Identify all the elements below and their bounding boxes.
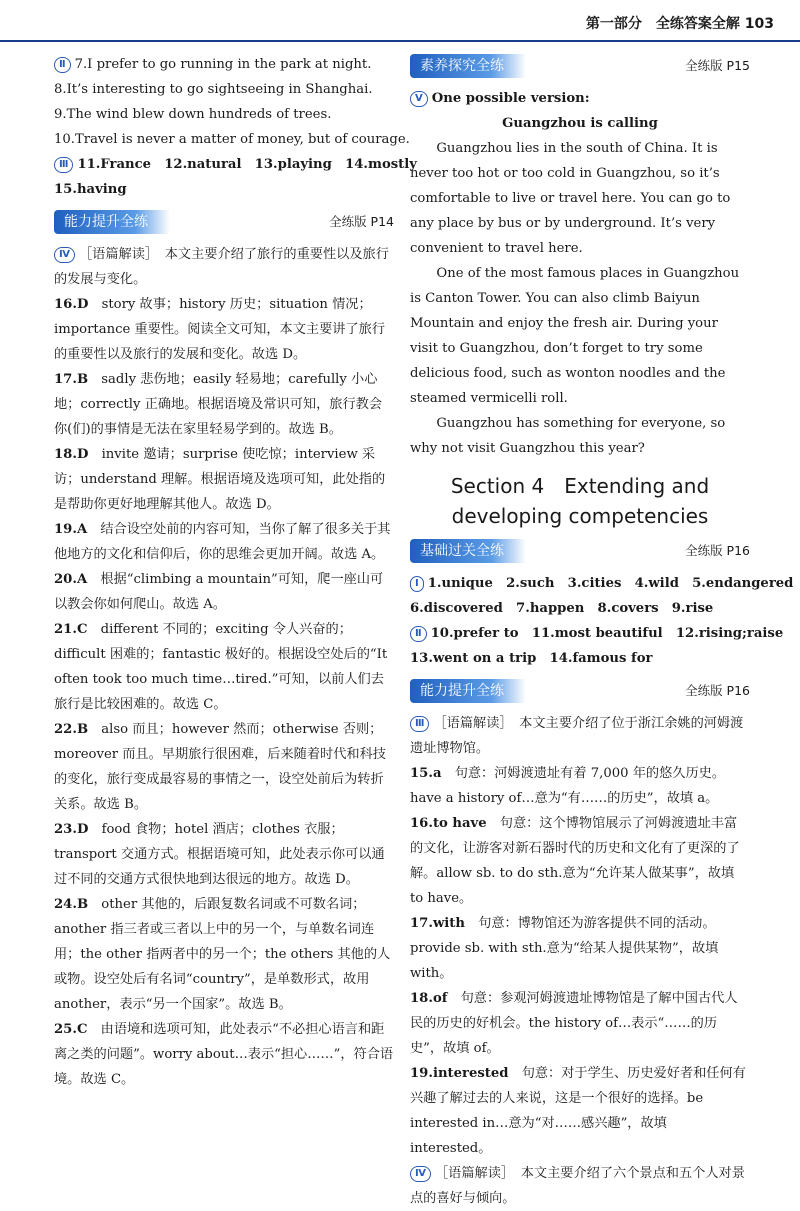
answer-line — [54, 127, 410, 152]
passage-intro — [54, 242, 394, 292]
answer-line — [410, 621, 784, 646]
item-number: 24.B — [54, 897, 89, 912]
explanation-item — [410, 811, 750, 911]
item-number: 19.interested — [410, 1066, 509, 1081]
item-text: 句意：博物馆还为游客提供不同的活动。provide sb. with sth.意为“给某人提供某物”，故填 with。 — [410, 916, 719, 981]
item-text: invite 邀请；surprise 使吃惊；interview 采访；understand 理解。根据语境及选项可知，此处指的是帮助你更好地理解其他人。故选 D。 — [54, 447, 386, 512]
section-header — [410, 677, 750, 705]
item-number: 23.D — [54, 822, 89, 837]
item-number: 19.A — [54, 522, 88, 537]
item-number: 17.with — [410, 916, 465, 931]
explanation-item — [410, 1061, 750, 1161]
item-text: food 食物；hotel 酒店；clothes 衣服；transport 交通方式。根据语境可知，此处表示你可以通过不同的交通方式很快地到达很远的地方。故选 D。 — [54, 822, 385, 887]
explanation-list — [54, 292, 394, 1092]
item-text: other 其他的，后跟复数名词或不可数名词；another 指三者或三者以上中的另一个，与单数名词连用；the other 指两者中的另一个；the others 其他的人或物。设空处后有名词“country”，是单数形式，故用 another，表示“另一个国家”。故选 B。 — [54, 897, 391, 1012]
answer-text: 10.prefer to 11.most beautiful 12.rising;raise — [430, 626, 784, 641]
intro-text: ［语篇解读］ 本文主要介绍了旅行的重要性以及旅行的发展与变化。 — [54, 247, 389, 287]
section-header — [410, 52, 750, 80]
answer-text: 8.It’s interesting to go sightseeing in Shanghai. — [54, 82, 373, 97]
version-text: One possible version: — [431, 91, 590, 106]
explanation-item — [54, 567, 394, 617]
passage-intro — [410, 711, 750, 761]
item-text: sadly 悲伤地；easily 轻易地；carefully 小心地；correctly 正确地。根据语境及常识可知，旅行教会你(们)的事情是无法在家里轻易学到的。故选 B。 — [54, 372, 383, 437]
roman-badge: Ⅳ — [54, 247, 75, 263]
roman-badge: Ⅱ — [54, 57, 71, 73]
section-ref: 全练版 P14 — [329, 214, 394, 229]
section-label: 能力提升全练 — [54, 210, 170, 234]
item-text: story 故事；history 历史；situation 情况；importance 重要性。阅读全文可知，本文主要讲了旅行的重要性以及旅行的发展和变化。故选 D。 — [54, 297, 386, 362]
explanation-item — [54, 517, 394, 567]
answer-text: 7.I prefer to go running in the park at night. — [74, 57, 372, 72]
roman-badge: Ⅴ — [410, 91, 428, 107]
page-header — [0, 0, 800, 42]
essay-paragraph: Guangzhou has something for everyone, so why not visit Guangzhou this year? — [410, 416, 726, 456]
intro-text: ［语篇解读］ 本文主要介绍了六个景点和五个人对景点的喜好与倾向。 — [410, 1166, 745, 1206]
item-number: 16.D — [54, 297, 89, 312]
item-number: 20.A — [54, 572, 88, 587]
item-number: 18.of — [410, 991, 448, 1006]
roman-badge: Ⅳ — [410, 1166, 431, 1182]
answer-line — [54, 152, 417, 177]
explanation-item — [410, 761, 750, 811]
item-text: 句意：这个博物馆展示了河姆渡遗址丰富的文化，让游客对新石器时代的历史和文化有了更深的了解。allow sb. to do sth.意为“允许某人做某事”，故填 to have。 — [410, 816, 740, 906]
item-number: 25.C — [54, 1022, 88, 1037]
section-label: 素养探究全练 — [410, 54, 526, 78]
item-text: 句意：对于学生、历史爱好者和任何有兴趣了解过去的人来说，这是一个很好的选择。be interested in…意为“对……感兴趣”，故填 interested。 — [410, 1066, 746, 1156]
item-text: 句意：河姆渡遗址有着 7,000 年的悠久历史。have a history of…意为“有……的历史”，故填 a。 — [410, 766, 726, 806]
roman-badge: Ⅲ — [54, 157, 73, 173]
answer-line — [54, 77, 394, 102]
answer-line — [54, 52, 394, 77]
roman-badge: Ⅲ — [410, 716, 429, 732]
item-text: 由语境和选项可知，此处表示“不必担心语言和距离之类的问题”。worry about…表示“担心……”，符合语境。故选 C。 — [54, 1022, 394, 1087]
section-title — [410, 471, 750, 531]
section-header — [54, 208, 394, 236]
roman-badge: Ⅱ — [410, 626, 427, 642]
explanation-item — [410, 986, 750, 1061]
item-number: 22.B — [54, 722, 89, 737]
explanation-item — [410, 911, 750, 986]
left-column — [54, 52, 417, 1092]
explanation-item — [54, 1017, 394, 1092]
right-column — [410, 52, 794, 1211]
answer-text: 9.The wind blew down hundreds of trees. — [54, 107, 332, 122]
version-line — [410, 86, 750, 111]
item-text: 根据“climbing a mountain”可知，爬一座山可以教会你如何爬山。故选 A。 — [54, 572, 384, 612]
section-label: 能力提升全练 — [410, 679, 526, 703]
passage-intro — [410, 1161, 750, 1211]
answer-line — [410, 571, 794, 596]
item-number: 18.D — [54, 447, 89, 462]
item-number: 17.B — [54, 372, 89, 387]
item-text: also 而且；however 然而；otherwise 否则；moreover 而且。早期旅行很困难，后来随着时代和科技的变化，旅行变成最容易的事情之一，设空处前后为转折关系。故选 B。 — [54, 722, 386, 812]
explanation-item — [54, 892, 394, 1017]
essay-paragraph: One of the most famous places in Guangzhou is Canton Tower. You can also climb Baiyun Mountain and enjoy the fresh air. During your visit to Guangzhou, don’t forget to try some delicious food, such as wonton noodles and the steamed vermicelli roll. — [410, 266, 740, 406]
header-title: 第一部分 全练答案全解 103 — [585, 16, 774, 32]
answer-text: 15.having — [54, 182, 127, 197]
item-number: 16.to have — [410, 816, 487, 831]
answer-line — [54, 177, 394, 202]
section-header — [410, 537, 750, 565]
roman-badge: Ⅰ — [410, 576, 424, 592]
item-number: 21.C — [54, 622, 88, 637]
explanation-item — [54, 617, 394, 717]
section-ref: 全练版 P16 — [685, 683, 750, 698]
answer-text: 6.discovered 7.happen 8.covers 9.rise — [410, 601, 714, 616]
answer-line — [410, 596, 750, 621]
essay-title: Guangzhou is calling — [502, 116, 658, 131]
section-title-line: Section 4 Extending and — [450, 474, 710, 498]
section-label: 基础过关全练 — [410, 539, 526, 563]
explanation-item — [54, 367, 394, 442]
explanation-list — [410, 761, 750, 1161]
intro-text: ［语篇解读］ 本文主要介绍了位于浙江余姚的河姆渡遗址博物馆。 — [410, 716, 744, 756]
answer-line — [54, 102, 394, 127]
item-number: 15.a — [410, 766, 442, 781]
answer-text: 11.France 12.natural 13.playing 14.mostly — [77, 157, 417, 172]
explanation-item — [54, 717, 394, 817]
section-ref: 全练版 P15 — [685, 58, 750, 73]
item-text: 结合设空处前的内容可知，当你了解了很多关于其他地方的文化和信仰后，你的思维会更加开阔。故选 A。 — [54, 522, 391, 562]
explanation-item — [54, 442, 394, 517]
explanation-item — [54, 292, 394, 367]
answer-text: 13.went on a trip 14.famous for — [410, 651, 653, 666]
section-ref: 全练版 P16 — [685, 543, 750, 558]
section-title-line: developing competencies — [451, 504, 709, 528]
answer-text: 10.Travel is never a matter of money, but of courage. — [54, 132, 410, 147]
essay-paragraph: Guangzhou lies in the south of China. It is never too hot or too cold in Guangzhou, so it’s comfortable to live or travel here. You can go to any place by bus or by underground. It’s very convenient to travel here. — [410, 141, 731, 256]
explanation-item — [54, 817, 394, 892]
item-text: 句意：参观河姆渡遗址博物馆是了解中国古代人民的历史的好机会。the history of…表示“……的历史”，故填 of。 — [410, 991, 738, 1056]
answer-line — [410, 646, 750, 671]
answer-text: 1.unique 2.such 3.cities 4.wild 5.endangered — [427, 576, 794, 591]
item-text: different 不同的；exciting 令人兴奋的；difficult 困难的；fantastic 极好的。根据设空处后的“It often took too much time…tired.”可知，以前人们去旅行是比较困难的。故选 C。 — [54, 622, 388, 712]
